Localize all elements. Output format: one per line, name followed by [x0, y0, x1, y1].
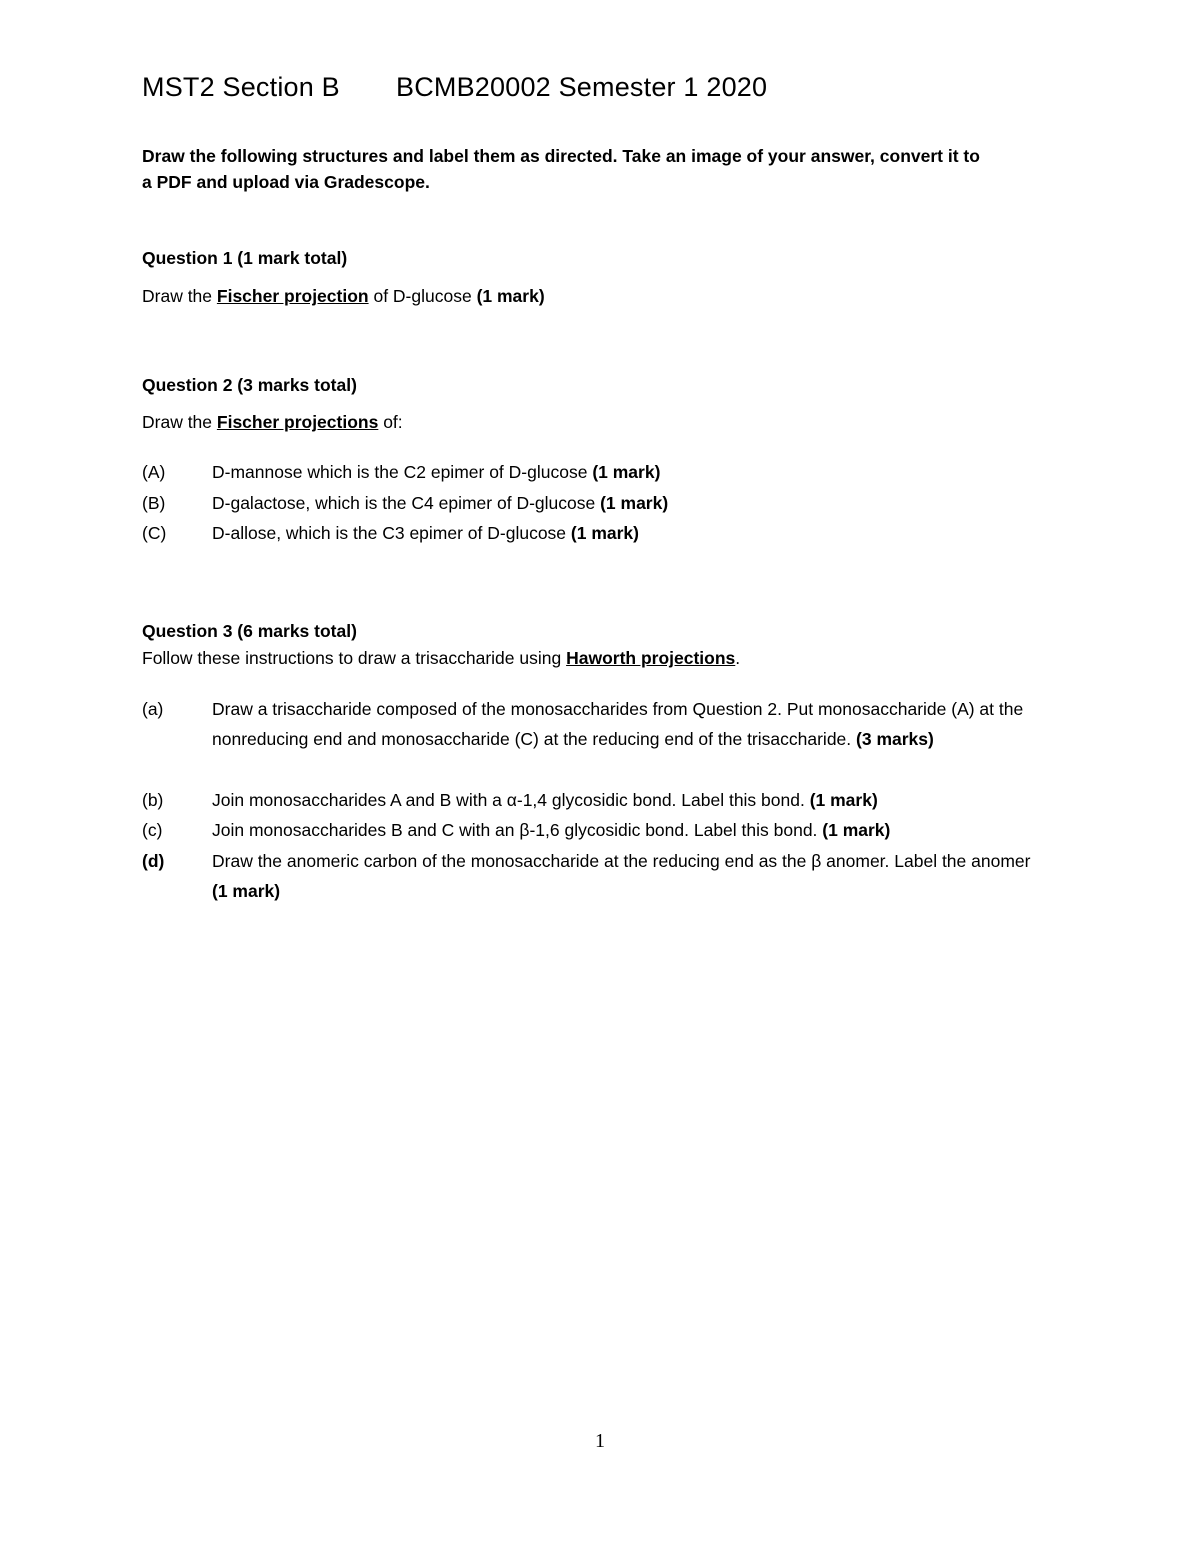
list-marker: (d)	[142, 851, 165, 871]
list-text	[212, 815, 890, 845]
list-marker: (B)	[142, 493, 166, 513]
item-text: D-allose, which is the C3 epimer of D-glucose	[212, 523, 571, 543]
item-marks: (1 mark)	[809, 790, 878, 810]
question-2-prompt	[142, 409, 403, 435]
page-title: MST2 Section B	[142, 72, 340, 102]
q3-suffix: .	[735, 648, 741, 668]
instructions-line-1: Draw the following structures and label them as directed. Take an image of your answer, convert it to	[142, 146, 980, 166]
q1-middle: of D-glucose	[368, 286, 477, 306]
question-1-prompt	[142, 283, 545, 309]
item-text: Join monosaccharides B and C with an β-1,6 glycosidic bond. Label this bond.	[212, 820, 823, 840]
question-1-heading: Question 1 (1 mark total)	[142, 248, 348, 268]
q1-term: Fischer projection	[216, 286, 369, 306]
list-text	[212, 457, 660, 487]
q2-term: Fischer projections	[216, 412, 379, 432]
question-3-heading: Question 3 (6 marks total)	[142, 621, 357, 641]
item-marks: (3 marks)	[856, 729, 934, 749]
list-text	[212, 694, 1042, 754]
q3-prefix: Follow these instructions to draw a trisaccharide using	[142, 648, 567, 668]
item-marks: (1 mark)	[570, 523, 639, 543]
list-marker: (a)	[142, 699, 164, 719]
list-marker: (c)	[142, 820, 163, 840]
item-text: Draw the anomeric carbon of the monosaccharide at the reducing end as the β anomer. Label the anomer	[212, 851, 1031, 871]
page-header	[142, 72, 768, 103]
list-text	[212, 846, 1042, 906]
q1-marks: (1 mark)	[476, 286, 545, 306]
item-text: D-galactose, which is the C4 epimer of D-glucose	[212, 493, 601, 513]
question-2-heading: Question 2 (3 marks total)	[142, 375, 357, 395]
list-marker: (C)	[142, 523, 167, 543]
item-text: Draw a trisaccharide composed of the monosaccharides from Question 2. Put monosaccharide (A) at the nonreducing end and monosaccharide (C) at the reducing end of the trisaccharide.	[212, 699, 1024, 749]
item-text: D-mannose which is the C2 epimer of D-glucose	[212, 462, 593, 482]
q2-prefix: Draw the	[142, 412, 217, 432]
item-marks: (1 mark)	[822, 820, 891, 840]
q1-prefix: Draw the	[142, 286, 217, 306]
list-text	[212, 518, 639, 548]
list-marker: (b)	[142, 790, 164, 810]
item-marks: (1 mark)	[592, 462, 661, 482]
item-marks: (1 mark)	[212, 881, 281, 901]
q2-suffix: of:	[378, 412, 403, 432]
instructions-line-2: a PDF and upload via Gradescope.	[142, 172, 430, 192]
list-marker: (A)	[142, 462, 166, 482]
q3-term: Haworth projections	[566, 648, 736, 668]
list-text	[212, 785, 878, 815]
list-text	[212, 488, 668, 518]
item-text: Join monosaccharides A and B with a α-1,4 glycosidic bond. Label this bond.	[212, 790, 810, 810]
course-code: BCMB20002 Semester 1 2020	[396, 72, 768, 102]
page-number: 1	[595, 1430, 605, 1452]
question-3-prompt	[142, 645, 740, 671]
item-marks: (1 mark)	[600, 493, 669, 513]
